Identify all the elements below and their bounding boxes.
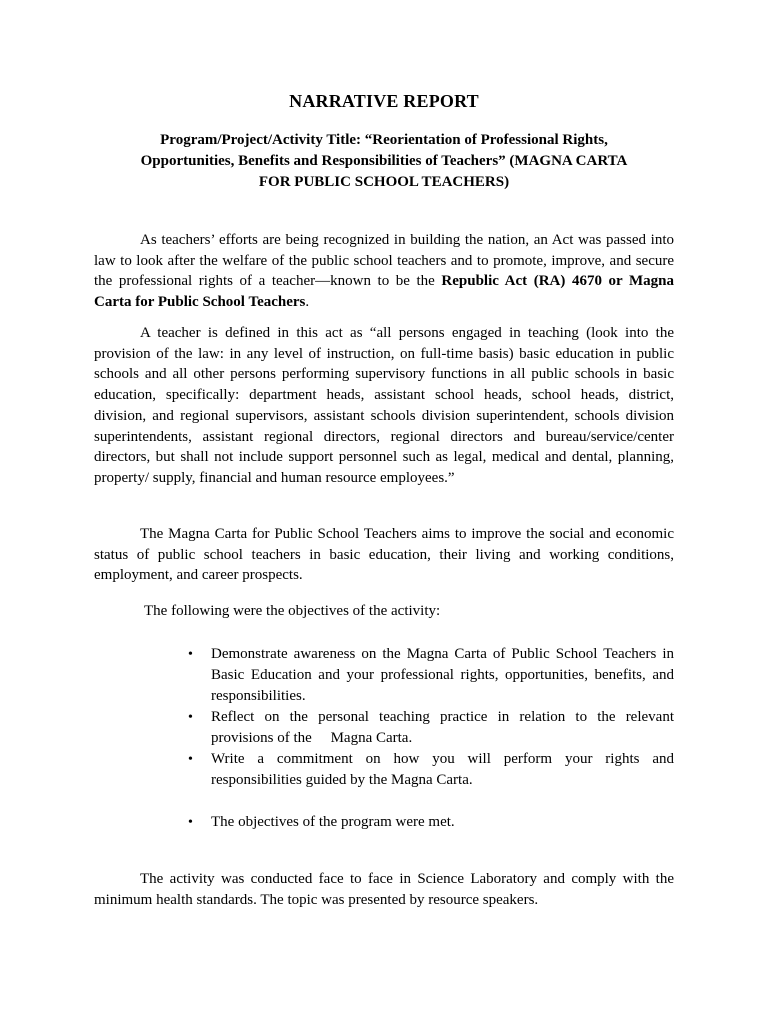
objective-text: Demonstrate awareness on the Magna Carta of Public School Teachers in Basic Education and your professional rights, opportunities, benefits, and responsibilities.	[211, 646, 674, 704]
list-item	[94, 644, 674, 707]
document-title: NARRATIVE REPORT	[289, 91, 479, 111]
intro-paragraph-text: As teachers’ efforts are being recognized in building the nation, an Act was passed into law to look after the welfare of the public school teachers and to promote, improve, and secure the professional rights of a teacher—known to be the	[94, 232, 674, 290]
bullet-icon: •	[188, 815, 193, 830]
objective-text: The objectives of the program were met.	[211, 814, 455, 830]
list-item	[94, 749, 674, 791]
list-item	[94, 707, 678, 749]
bullet-icon: •	[188, 710, 193, 725]
magna-carta-aim-paragraph: The Magna Carta for Public School Teachers aims to improve the social and economic status of public school teachers in basic education, their living and working conditions, employment, and career prospects.	[94, 526, 674, 584]
objective-text: Write a commitment on how you will perform your rights and responsibilities guided by the Magna Carta.	[211, 751, 674, 788]
objectives-intro: The following were the objectives of the activity:	[144, 603, 441, 619]
activity-title	[94, 130, 674, 193]
republic-act-name: Republic Act (RA) 4670 or Magna Carta for Public School Teachers	[94, 273, 674, 311]
activity-title-line: Opportunities, Benefits and Responsibilities of Teachers” (MAGNA CARTA	[140, 153, 628, 169]
bullet-icon: •	[188, 752, 193, 767]
intro-paragraph-end: .	[305, 294, 310, 311]
activity-conduct-paragraph: The activity was conducted face to face in Science Laboratory and comply with the minimum health standards. The topic was presented by resource speakers.	[94, 871, 674, 908]
bullet-icon: •	[188, 647, 193, 662]
objective-text: Reflect on the personal teaching practice in relation to the relevant provisions of the Magna Carta.	[211, 709, 678, 746]
objectives-list	[94, 644, 678, 833]
intro-paragraph	[94, 230, 674, 313]
teacher-definition-paragraph: A teacher is defined in this act as “all persons engaged in teaching (look into the provision of the law: in any level of instruction, on full-time basis) basic education in public schools and all other persons performing supervisory functions in all public schools in basic education, specifically: department heads, assistant school heads, school heads, district, division, and regional supervisors, assistant schools division superintendent, schools division superintendents, assistant regional directors, regional directors and bureau/service/center directors, but shall not include support personnel such as legal, medical and dental, planning, property/ supply, financial and human resource employees.”	[94, 325, 674, 486]
list-item	[94, 812, 674, 833]
activity-title-line: Program/Project/Activity Title: “Reorientation of Professional Rights,	[160, 132, 608, 148]
activity-title-line: FOR PUBLIC SCHOOL TEACHERS)	[258, 174, 510, 190]
